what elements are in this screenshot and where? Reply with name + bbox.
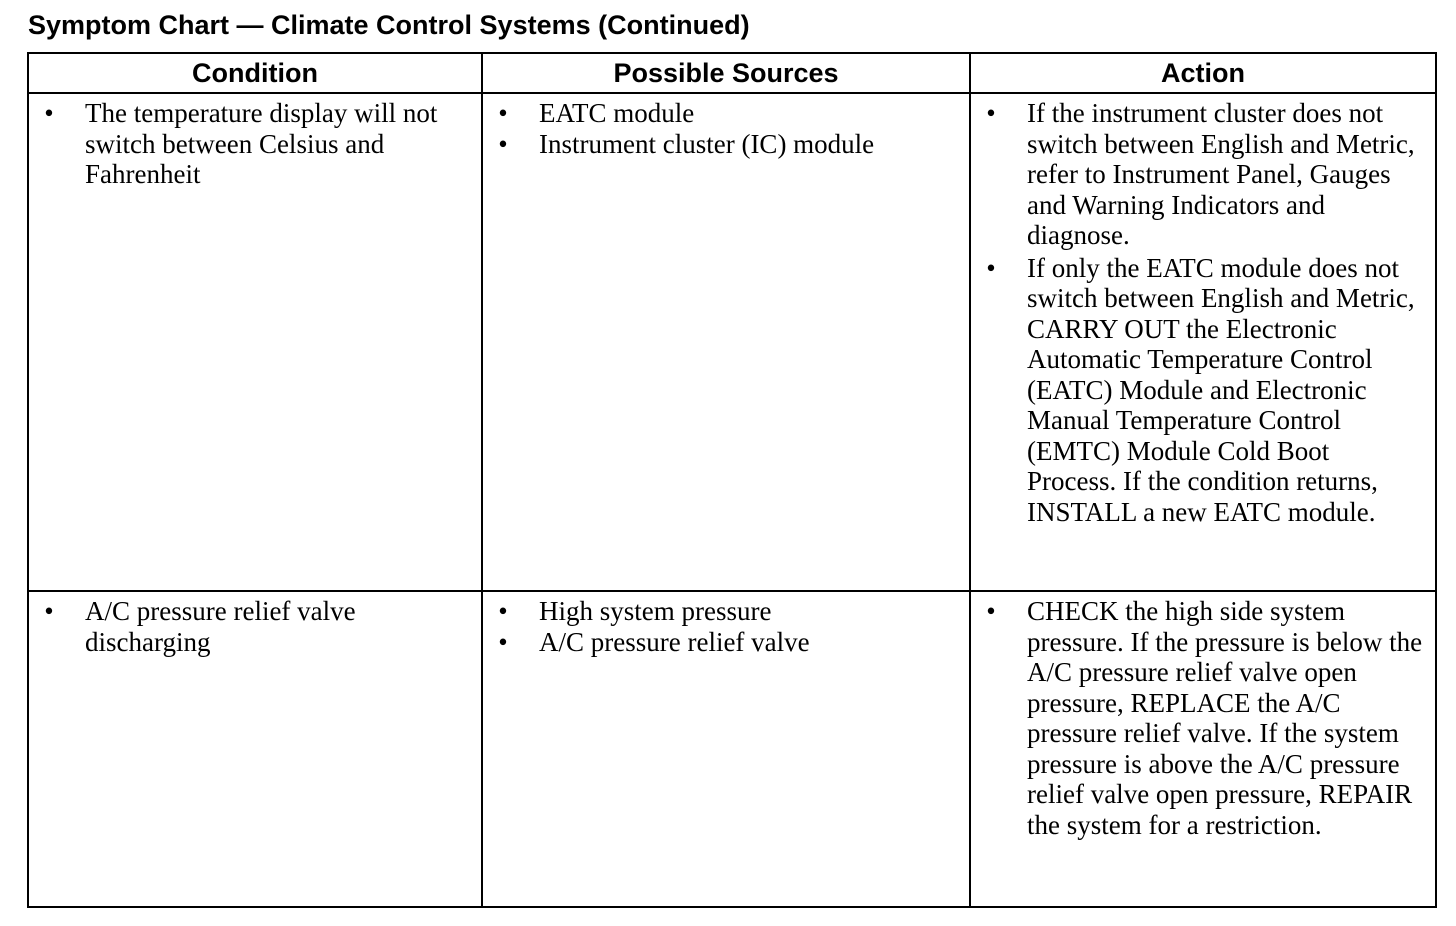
actions-list <box>971 592 1435 840</box>
list-item <box>483 627 959 658</box>
page-title: Symptom Chart — Climate Control Systems (Continued) <box>28 10 750 40</box>
bullet-icon: • <box>44 98 54 128</box>
possible-sources-header: Possible Sources <box>482 53 970 93</box>
table-header-row <box>28 53 1436 93</box>
bullet-icon: • <box>986 98 996 128</box>
source-text: High system pressure <box>539 596 772 626</box>
table-row <box>28 591 1436 907</box>
list-item <box>483 98 959 129</box>
list-item <box>483 596 959 627</box>
bullet-icon: • <box>498 596 508 626</box>
bullet-icon: • <box>44 596 54 626</box>
source-text: EATC module <box>539 98 695 128</box>
condition-list <box>29 592 481 657</box>
symptom-chart-table <box>27 52 1437 908</box>
actions-list <box>971 94 1435 527</box>
action-text: If the instrument cluster does not switch between English and Metric, refer to Instrument Panel, Gauges and Warning Indicators and diagnose. <box>1027 98 1415 250</box>
source-text: Instrument cluster (IC) module <box>539 128 875 159</box>
list-item <box>971 596 1425 840</box>
condition-cell <box>28 93 482 591</box>
list-item <box>483 129 959 160</box>
bullet-icon: • <box>498 626 508 657</box>
bullet-icon: • <box>498 98 508 128</box>
bullet-icon: • <box>498 128 508 159</box>
action-text: If only the EATC module does not switch between English and Metric, CARRY OUT the Electronic Automatic Temperature Control (EATC) Module and Electronic Manual Temperature Control (EMTC) Module Cold Boot Process. If the condition returns, INSTALL a new EATC module. <box>1027 252 1415 527</box>
condition-list <box>29 94 481 190</box>
possible-sources-cell <box>482 591 970 907</box>
condition-text: A/C pressure relief valve discharging <box>85 596 356 657</box>
list-item <box>971 98 1425 251</box>
sources-list <box>483 592 969 657</box>
bullet-icon: • <box>986 252 996 283</box>
source-text: A/C pressure relief valve <box>539 626 810 657</box>
list-item <box>971 253 1425 528</box>
action-text: CHECK the high side system pressure. If the pressure is below the A/C pressure relief valve open pressure, REPLACE the A/C pressure relief valve. If the system pressure is above the A/C pressure relief valve open pressure, REPAIR the system for a restriction. <box>1027 596 1423 840</box>
condition-header: Condition <box>28 53 482 93</box>
action-cell <box>970 93 1436 591</box>
condition-cell <box>28 591 482 907</box>
action-cell <box>970 591 1436 907</box>
action-header: Action <box>970 53 1436 93</box>
list-item <box>29 596 471 657</box>
possible-sources-cell <box>482 93 970 591</box>
sources-list <box>483 94 969 159</box>
table-row <box>28 93 1436 591</box>
list-item <box>29 98 471 190</box>
bullet-icon: • <box>986 596 996 626</box>
condition-text: The temperature display will not switch between Celsius and Fahrenheit <box>85 98 438 189</box>
